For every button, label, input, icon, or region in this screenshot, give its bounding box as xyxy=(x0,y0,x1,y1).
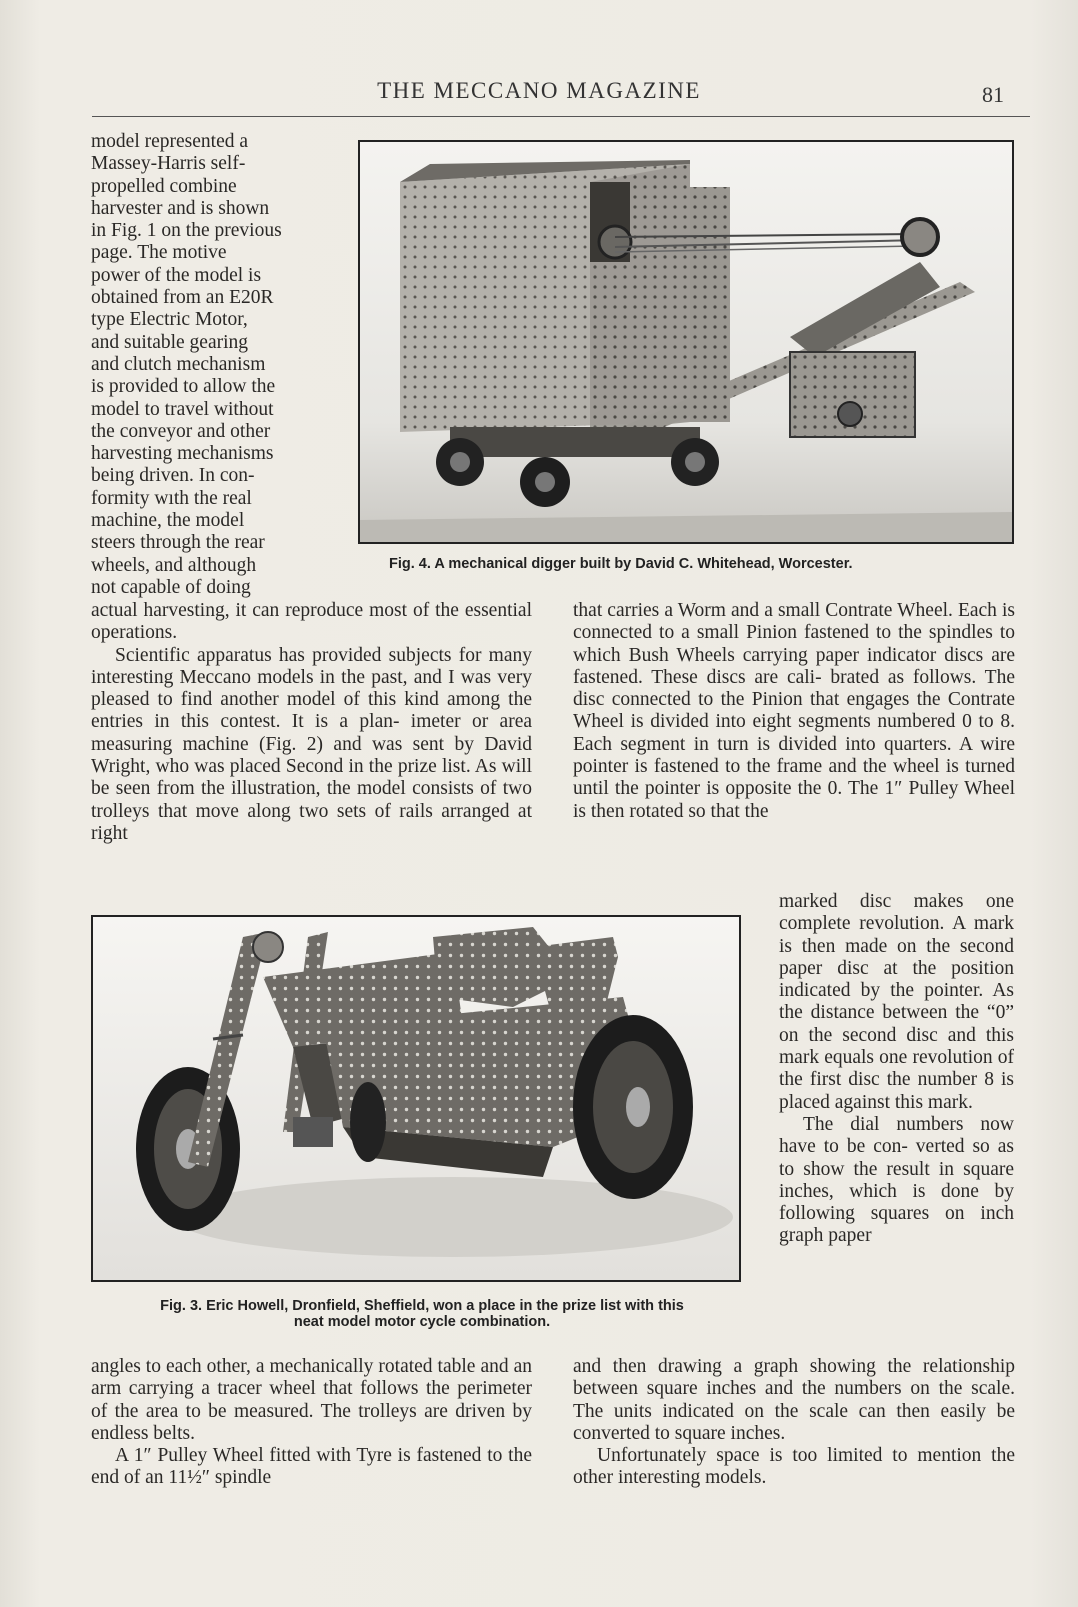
paragraph: that carries a Worm and a small Contrate Wheel. Each is connected to a small Pinion fastened to the spindles to which Bush Wheels carrying paper indicator discs are fastened. These discs are cali- brated as follows. The disc connected to the Pinion that engages the Contrate Wheel is divided into eight segments numbered 0 to 8. Each segment in turn is divided into quarters. A wire pointer is fastened to the frame and the wheel is turned until the pointer is opposite the 0. The 1″ Pulley Wheel is then rotated so that the xyxy=(573,600,1015,822)
motorcycle-illustration xyxy=(93,917,739,1280)
text-line: wheels, and although xyxy=(91,554,257,576)
paragraph: marked disc makes one complete revolution. A mark is then made on the second paper disc at the position indicated by the pointer. As the distance between the “0” on the second disc and this mark equals one revolution of the first disc the number 8 is placed against this mark. xyxy=(779,891,1014,1113)
text-line: and suitable gearing xyxy=(91,331,249,353)
text-line: model represented a xyxy=(91,131,249,152)
fig3-caption-line: Fig. 3. Eric Howell, Dronfield, Sheffield, won a place in the prize list with this xyxy=(160,1298,684,1314)
text-line: Massey-Harris self- xyxy=(91,153,246,175)
fig3-caption xyxy=(91,1298,753,1330)
text-line: the conveyor and other xyxy=(91,420,271,442)
text-line: power of the model is xyxy=(91,264,262,286)
right-column-bottom xyxy=(573,1356,1015,1490)
text-line: propelled combine xyxy=(91,175,237,197)
fig3-photo xyxy=(91,915,741,1282)
text-line: is provided to allow the xyxy=(91,376,276,398)
text-line: in Fig. 1 on the previous xyxy=(91,220,282,242)
text-line: not capable of doing xyxy=(91,576,251,598)
text-line: harvester and is shown xyxy=(91,197,270,219)
text-line: and clutch mechanism xyxy=(91,353,266,375)
page-number: 81 xyxy=(982,82,1004,107)
right-column-narrow xyxy=(779,891,1014,1248)
paragraph: actual harvesting, it can reproduce most of the essential operations. xyxy=(91,600,532,644)
paragraph: The dial numbers now have to be con- verted so as to show the result in square inches, which is done by following squares on inch graph paper xyxy=(779,1113,1014,1247)
left-column-middle xyxy=(91,600,532,845)
text-line: model to travel without xyxy=(91,398,274,420)
fig4-caption: Fig. 4. A mechanical digger built by David C. Whitehead, Worcester. xyxy=(389,556,853,572)
text-line: being driven. In con- xyxy=(91,465,255,487)
text-line: machine, the model xyxy=(91,510,245,532)
paragraph: A 1″ Pulley Wheel fitted with Tyre is fastened to the end of an 11½″ spindle xyxy=(91,1445,532,1489)
text-line: harvesting mechanisms xyxy=(91,443,274,465)
text-line: type Electric Motor, xyxy=(91,309,248,331)
rear-wheel xyxy=(350,1082,386,1162)
paragraph: angles to each other, a mechanically rotated table and an arm carrying a tracer wheel that follows the perimeter of the area to be measured. The trolleys are driven by endless belts. xyxy=(91,1356,532,1444)
text-line: formity wıth the real xyxy=(91,487,252,509)
fig4-photo xyxy=(358,140,1014,544)
digger-illustration xyxy=(360,142,1012,542)
left-column-top xyxy=(91,131,332,599)
left-column-bottom xyxy=(91,1356,532,1490)
paragraph: and then drawing a graph showing the relationship between square inches and the numbers on the scale. The units indicated on the scale can then easily be converted to square inches. xyxy=(573,1356,1015,1444)
text-line: steers through the rear xyxy=(91,532,265,554)
sidecar-wheel xyxy=(573,1015,693,1199)
fig3-caption-line: neat model motor cycle combination. xyxy=(293,1314,551,1330)
text-line: obtained from an E20R xyxy=(91,287,274,309)
text-line: page. The motive xyxy=(91,242,227,264)
right-column-middle xyxy=(573,600,1015,823)
paragraph: Scientific apparatus has provided subjects for many interesting Meccano models in the past, and I was very pleased to find another model of this kind among the entries in this contest. It is a plan- imeter or area measuring machine (Fig. 2) and was sent by David Wright, who was placed Second in the prize list. As will be seen from the illustration, the model consists of two trolleys that move along two sets of rails arranged at right xyxy=(91,644,532,844)
header-rule xyxy=(92,116,1030,117)
paragraph: Unfortunately space is too limited to mention the other interesting models. xyxy=(573,1445,1015,1489)
running-header: THE MECCANO MAGAZINE xyxy=(377,78,701,103)
